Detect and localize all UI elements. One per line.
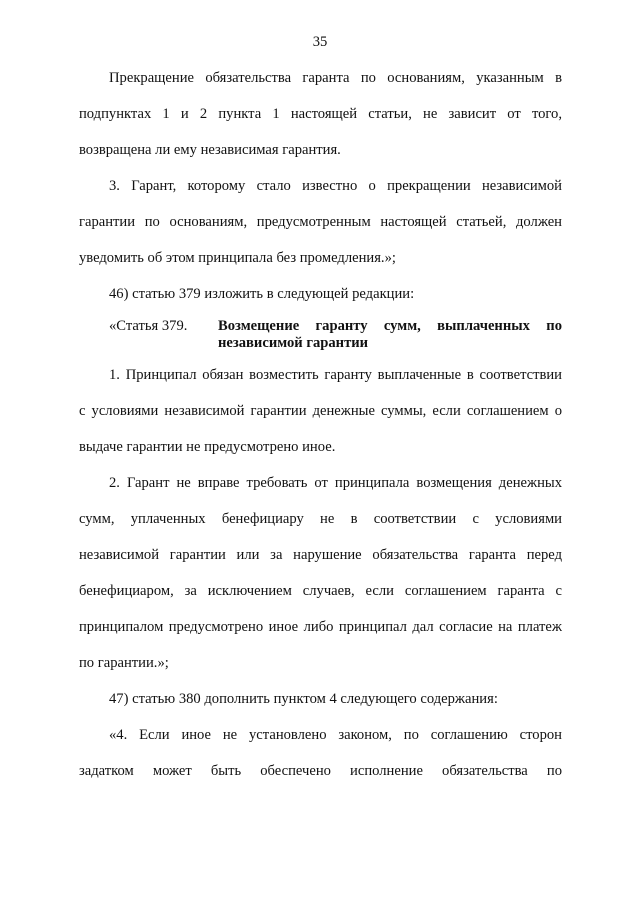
text-line: принципалом предусмотрено иное либо принципал дал согласие на платеж — [79, 619, 562, 635]
text-line: «4. Если иное не установлено законом, по соглашению сторон — [109, 727, 562, 743]
text-line: бенефициаром, за исключением случаев, если соглашением гаранта с — [79, 583, 562, 599]
text-line: 46) статью 379 изложить в следующей редакции: — [109, 286, 415, 302]
text-line: выдаче гарантии не предусмотрено иное. — [79, 439, 336, 455]
text-line: подпунктах 1 и 2 пункта 1 настоящей статьи, не зависит от того, — [79, 106, 562, 122]
text-line: гарантии по основаниям, предусмотренным настоящей статьей, должен — [79, 214, 562, 230]
page-number: 35 — [312, 34, 328, 50]
text-line: возвращена ли ему независимая гарантия. — [79, 142, 341, 158]
text-line: 47) статью 380 дополнить пунктом 4 следующего содержания: — [109, 691, 498, 707]
text-line: по гарантии.»; — [79, 655, 169, 671]
text-line: 2. Гарант не вправе требовать от принципала возмещения денежных — [109, 475, 562, 491]
article-heading: Возмещение гаранту сумм, выплаченных по — [218, 318, 562, 334]
text-line: задатком может быть обеспечено исполнение обязательства по — [79, 763, 562, 779]
text-line: сумм, уплаченных бенефициару не в соответствии с условиями — [79, 511, 562, 527]
article-label: «Статья 379. — [109, 318, 188, 334]
text-line: 3. Гарант, которому стало известно о прекращении независимой — [109, 178, 562, 194]
text-line: Прекращение обязательства гаранта по основаниям, указанным в — [109, 70, 562, 86]
text-line: независимой гарантии или за нарушение обязательства гаранта перед — [79, 547, 562, 563]
text-line: 1. Принципал обязан возместить гаранту выплаченные в соответствии — [109, 367, 562, 383]
text-line: уведомить об этом принципала без промедления.»; — [79, 250, 396, 266]
text-line: с условиями независимой гарантии денежные суммы, если соглашением о — [79, 403, 562, 419]
article-heading-cont: независимой гарантии — [218, 335, 369, 351]
